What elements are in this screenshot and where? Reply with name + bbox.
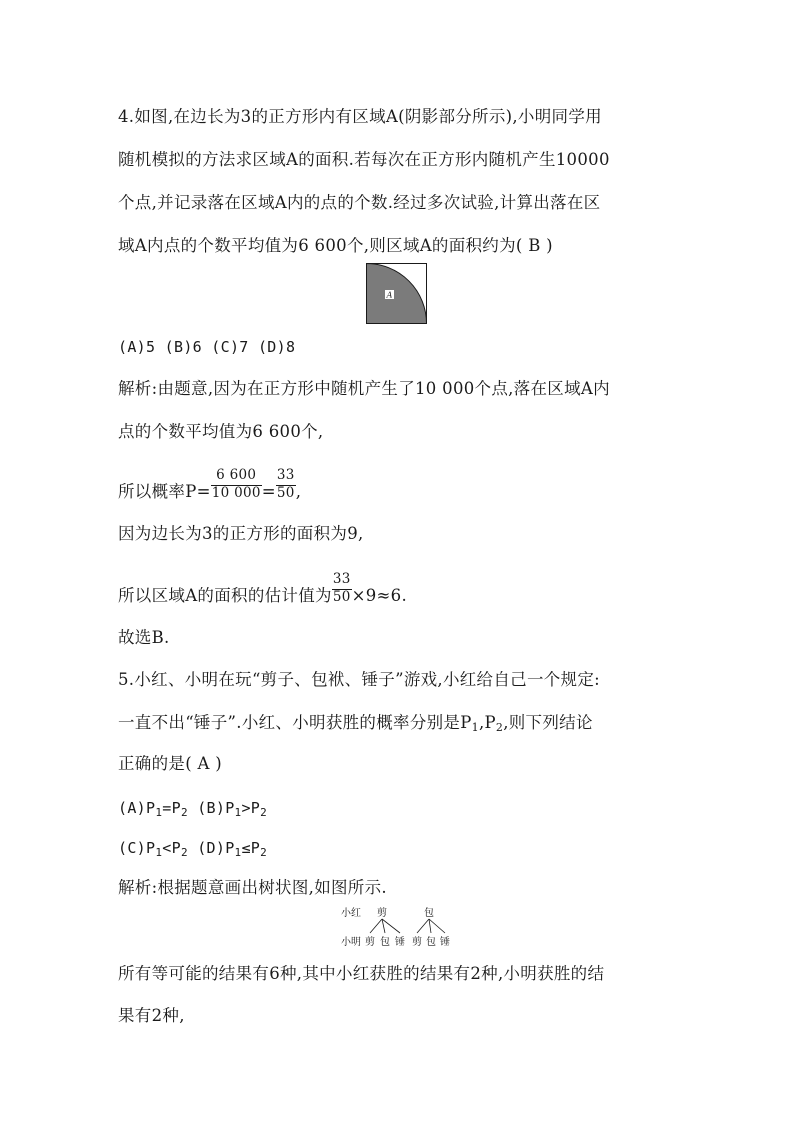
q5-options-ab bbox=[118, 796, 267, 825]
option-c: (C)P bbox=[118, 839, 156, 857]
tree-leaf: 剪 bbox=[365, 937, 375, 948]
option-d-relation: ≤P bbox=[241, 839, 261, 857]
q5-solution-line-1: 解析:根据题意画出树状图,如图所示. bbox=[118, 878, 387, 897]
q4-text-line-4: 域A内点的个数平均值为6 600个,则区域A的面积约为( B ) bbox=[118, 236, 553, 255]
q4-text-line-3: 个点,并记录落在区域A内的点的个数.经过多次试验,计算出落在区 bbox=[118, 193, 601, 212]
fraction-numerator: 6 600 bbox=[216, 467, 257, 483]
tree-leaf: 锤 bbox=[440, 937, 450, 948]
tree-diagram bbox=[339, 905, 455, 949]
q4-solution-line-4: 因为边长为3的正方形的面积为9, bbox=[118, 524, 364, 543]
tree-leaf: 锤 bbox=[395, 937, 405, 948]
square-quarter-circle-figure bbox=[366, 263, 428, 325]
q4-solution-line-1: 解析:由题意,因为在正方形中随机产生了10 000个点,落在区域A内 bbox=[118, 379, 610, 398]
q4-options: (A)5 (B)6 (C)7 (D)8 bbox=[118, 338, 296, 356]
option-a: (A)P bbox=[118, 799, 156, 817]
subscript: 2 bbox=[495, 721, 504, 734]
subscript: 2 bbox=[260, 806, 268, 819]
fraction-numerator: 33 bbox=[332, 571, 351, 587]
fraction-numerator: 33 bbox=[276, 467, 295, 483]
subscript: 1 bbox=[155, 806, 163, 819]
option-b-relation: >P bbox=[241, 799, 261, 817]
subscript: 1 bbox=[234, 846, 242, 859]
tree-branch bbox=[370, 919, 382, 933]
q4-solution-line-2: 点的个数平均值为6 600个, bbox=[118, 422, 324, 441]
option-c-relation: <P bbox=[162, 839, 181, 857]
q5-line2-text: 一直不出“锤子”.小红、小明获胜的概率分别是P bbox=[118, 713, 472, 732]
q5-line2-text: ,则下列结论 bbox=[503, 713, 593, 732]
fraction-33-50 bbox=[276, 467, 296, 504]
q5-options-cd bbox=[118, 836, 267, 865]
option-b: (B)P bbox=[187, 799, 235, 817]
subscript: 1 bbox=[471, 721, 479, 734]
subscript: 2 bbox=[260, 846, 268, 859]
estimate-suffix: ×9≈6. bbox=[351, 586, 408, 605]
tree-node-2: 包 bbox=[424, 908, 434, 919]
tree-branch bbox=[429, 919, 445, 933]
q5-solution-line-3: 果有2种, bbox=[118, 1006, 185, 1025]
subscript: 1 bbox=[155, 846, 163, 859]
subscript: 1 bbox=[234, 806, 242, 819]
fraction-denominator: 50 bbox=[276, 485, 295, 501]
prob-prefix: 所以概率P= bbox=[118, 482, 211, 501]
q4-text-line-2: 随机模拟的方法求区域A的面积.若每次在正方形内随机产生10000 bbox=[118, 150, 610, 169]
fraction-denominator: 50 bbox=[332, 589, 351, 605]
equals-sign: = bbox=[261, 482, 276, 501]
q4-estimate-line bbox=[118, 571, 408, 608]
subscript: 2 bbox=[180, 806, 188, 819]
subscript: 2 bbox=[180, 846, 188, 859]
q5-line2-text: ,P bbox=[478, 713, 496, 732]
tree-node-1: 剪 bbox=[377, 908, 387, 919]
tree-row2-label: 小明 bbox=[341, 937, 361, 948]
fraction-denominator: 10 000 bbox=[211, 485, 261, 501]
q4-probability-line bbox=[118, 467, 302, 504]
region-a-label: A bbox=[386, 290, 393, 300]
fraction-6600-10000 bbox=[211, 467, 262, 504]
fraction-33-50 bbox=[332, 571, 352, 608]
q5-text-line-1: 5.小红、小明在玩“剪子、包袱、锤子”游戏,小红给自己一个规定: bbox=[118, 670, 601, 689]
option-d: (D)P bbox=[187, 839, 235, 857]
prob-suffix: , bbox=[295, 482, 302, 501]
tree-leaf: 包 bbox=[426, 937, 436, 948]
tree-leaf: 包 bbox=[380, 937, 390, 948]
tree-branch bbox=[429, 919, 431, 933]
q4-text-line-1: 4.如图,在边长为3的正方形内有区域A(阴影部分所示),小明同学用 bbox=[118, 107, 602, 126]
q5-text-line-2 bbox=[118, 711, 593, 740]
tree-branch bbox=[417, 919, 429, 933]
q5-solution-line-2: 所有等可能的结果有6种,其中小红获胜的结果有2种,小明获胜的结 bbox=[118, 964, 605, 983]
estimate-prefix: 所以区域A的面积的估计值为 bbox=[118, 586, 332, 605]
q4-conclusion: 故选B. bbox=[118, 628, 170, 647]
tree-row1-label: 小红 bbox=[341, 908, 361, 919]
option-a-relation: =P bbox=[162, 799, 181, 817]
q5-text-line-3: 正确的是( A ) bbox=[118, 754, 222, 773]
tree-leaf: 剪 bbox=[412, 937, 422, 948]
